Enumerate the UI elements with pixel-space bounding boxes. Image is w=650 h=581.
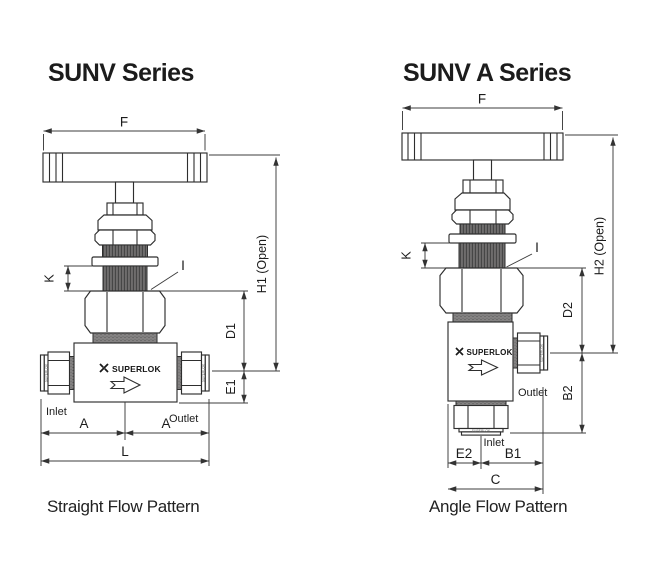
straight-brand-label: SUPERLOK xyxy=(112,364,161,374)
angle-outlet-fitting xyxy=(513,333,548,373)
angle-valve-drawing xyxy=(400,92,619,495)
straight-valve-body xyxy=(74,343,177,402)
angle-h2-dimension xyxy=(550,135,618,353)
straight-h1-dimension xyxy=(209,155,280,371)
angle-valve-stem xyxy=(474,160,492,180)
angle-inlet-label: Inlet xyxy=(483,437,505,449)
angle-dim-e2-label: E2 xyxy=(455,446,473,461)
straight-body-hex-nut xyxy=(85,291,165,343)
straight-l-dimension xyxy=(41,444,209,461)
angle-dim-b1-label: B1 xyxy=(504,446,522,461)
fitting-stamp-text: SUPERLOK xyxy=(201,363,206,383)
straight-dim-e1-label: E1 xyxy=(224,379,238,395)
angle-i-callout xyxy=(507,240,539,267)
angle-valve-body xyxy=(448,322,513,401)
straight-valve-bonnet xyxy=(92,203,158,291)
straight-valve-drawing xyxy=(41,115,281,467)
straight-dim-l-label: L xyxy=(121,444,129,459)
straight-inlet-fitting xyxy=(41,352,75,394)
angle-flow-caption: Angle Flow Pattern xyxy=(429,497,568,516)
straight-outlet-label: Outlet xyxy=(169,413,199,425)
fitting-stamp-text: SUPERLOK xyxy=(471,429,491,433)
angle-body-collar xyxy=(453,313,512,322)
straight-dim-d1-label: D1 xyxy=(224,323,238,339)
fitting-stamp-text: SUPERLOK xyxy=(540,343,544,363)
left-series-title: SUNV Series xyxy=(48,59,194,87)
straight-dim-a-right-label: A xyxy=(161,416,171,431)
straight-flow-caption: Straight Flow Pattern xyxy=(47,497,200,516)
angle-dim-c-label: C xyxy=(490,472,501,487)
straight-dim-i-label: I xyxy=(181,258,185,273)
angle-dim-h2-label: H2 (Open) xyxy=(592,216,607,276)
angle-dim-k-label: K xyxy=(399,251,414,260)
straight-dim-k-label: K xyxy=(42,274,57,283)
angle-brand-label: SUPERLOK xyxy=(466,348,513,357)
angle-c-dimension xyxy=(448,472,543,489)
angle-gland-threads xyxy=(460,224,505,234)
straight-gland-threads xyxy=(103,245,148,257)
straight-dim-f-label: F xyxy=(119,114,129,130)
straight-dim-a-left-label: A xyxy=(79,416,89,431)
angle-outlet-label: Outlet xyxy=(518,387,548,399)
angle-dim-f-label: F xyxy=(477,91,487,107)
angle-valve-handle xyxy=(402,133,563,160)
angle-body-hex-nut xyxy=(440,268,523,322)
angle-f-dimension xyxy=(403,92,563,131)
fitting-stamp-text: SUPERLOK xyxy=(44,363,49,383)
straight-dim-h1-label: H1 (Open) xyxy=(255,234,269,294)
angle-dim-b2-label: B2 xyxy=(561,385,575,401)
straight-f-dimension xyxy=(44,115,206,151)
angle-valve-bonnet xyxy=(449,180,516,268)
angle-dim-i-label: I xyxy=(535,240,539,255)
straight-valve-handle xyxy=(43,153,207,182)
straight-outlet-fitting xyxy=(177,352,209,394)
angle-panel-threads xyxy=(459,243,505,268)
right-series-title: SUNV A Series xyxy=(403,59,572,87)
angle-inlet-fitting xyxy=(454,401,508,435)
straight-valve-stem xyxy=(116,182,134,203)
angle-dim-d2-label: D2 xyxy=(561,302,575,318)
straight-panel-threads xyxy=(103,266,147,291)
straight-body-collar xyxy=(93,333,157,343)
straight-inlet-label: Inlet xyxy=(46,406,67,418)
